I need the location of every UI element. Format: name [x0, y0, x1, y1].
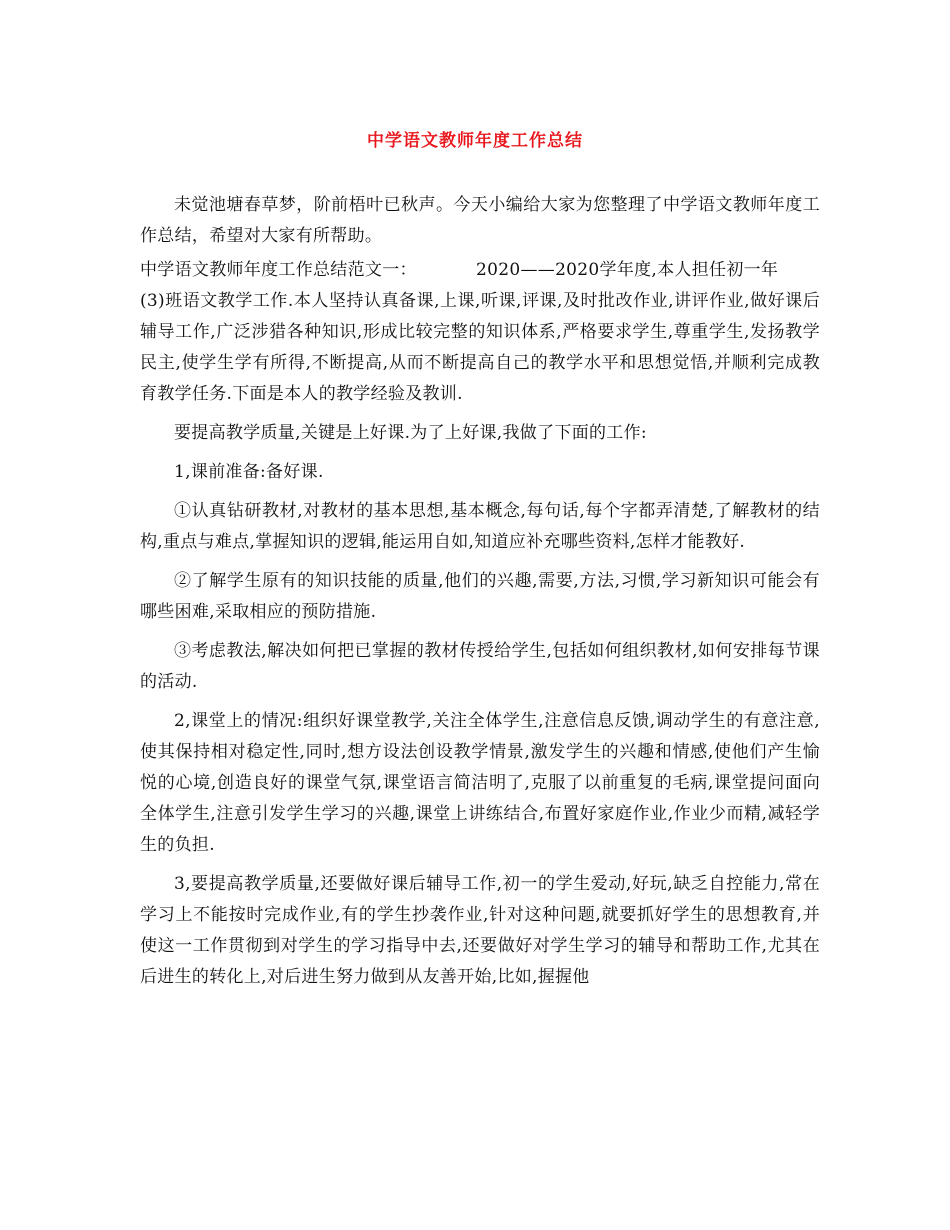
paragraph-7: 3,要提高教学质量,还要做好课后辅导工作,初一的学生爱动,好玩,缺乏自控能力,常在学习上不能按时完成作业,有的学生抄袭作业,针对这种问题,就要抓好学生的思想教育,并使这一工作贯彻到对学生的学习指导中去,还要做好对学生学习的辅导和帮助工作,尤其在后进生的转化上,对后进生努力做到从友善开始,比如,握握他: [140, 874, 820, 987]
document-body: [140, 190, 820, 993]
section-lead-text: 2020——2020学年度,本人担任初一年: [476, 260, 779, 280]
paragraph-1: 要提高教学质量,关键是上好课.为了上好课,我做了下面的工作:: [174, 423, 647, 443]
section-label: 中学语文教师年度工作总结范文一：: [140, 260, 417, 280]
paragraph-6: 2,课堂上的情况:组织好课堂教学,关注全体学生,注意信息反馈,调动学生的有意注意,使其保持相对稳定性,同时,想方设法创设教学情景,激发学生的兴趣和情感,使他们产生愉悦的心境,创造良好的课堂气氛,课堂语言简洁明了,克服了以前重复的毛病,课堂提问面向全体学生,注意引发学生学习的兴趣,课堂上讲练结合,布置好家庭作业,作业少而精,减轻学生的负担.: [140, 711, 820, 855]
document-title: 中学语文教师年度工作总结: [367, 131, 583, 151]
paragraph-2: 1,课前准备:备好课.: [174, 462, 324, 482]
paragraph-4: ②了解学生原有的知识技能的质量,他们的兴趣,需要,方法,习惯,学习新知识可能会有哪些困难,采取相应的预防措施.: [140, 571, 820, 622]
paragraph-5: ③考虑教法,解决如何把已掌握的教材传授给学生,包括如何组织教材,如何安排每节课的活动.: [140, 641, 820, 692]
intro-paragraph: 未觉池塘春草梦，阶前梧叶已秋声。今天小编给大家为您整理了中学语文教师年度工作总结，希望对大家有所帮助。: [140, 195, 820, 246]
section-heading-row: [140, 255, 820, 286]
paragraph-3: ①认真钻研教材,对教材的基本思想,基本概念,每句话,每个字都弄清楚,了解教材的结构,重点与难点,掌握知识的逻辑,能运用自如,知道应补充哪些资料,怎样才能教好.: [140, 501, 820, 552]
section-paragraph: (3)班语文教学工作.本人坚持认真备课,上课,听课,评课,及时批改作业,讲评作业,做好课后辅导工作,广泛涉猎各种知识,形成比较完整的知识体系,严格要求学生,尊重学生,发扬教学民主,使学生学有所得,不断提高,从而不断提高自己的教学水平和思想觉悟,并顺利完成教育教学任务.下面是本人的教学经验及教训.: [140, 291, 820, 404]
